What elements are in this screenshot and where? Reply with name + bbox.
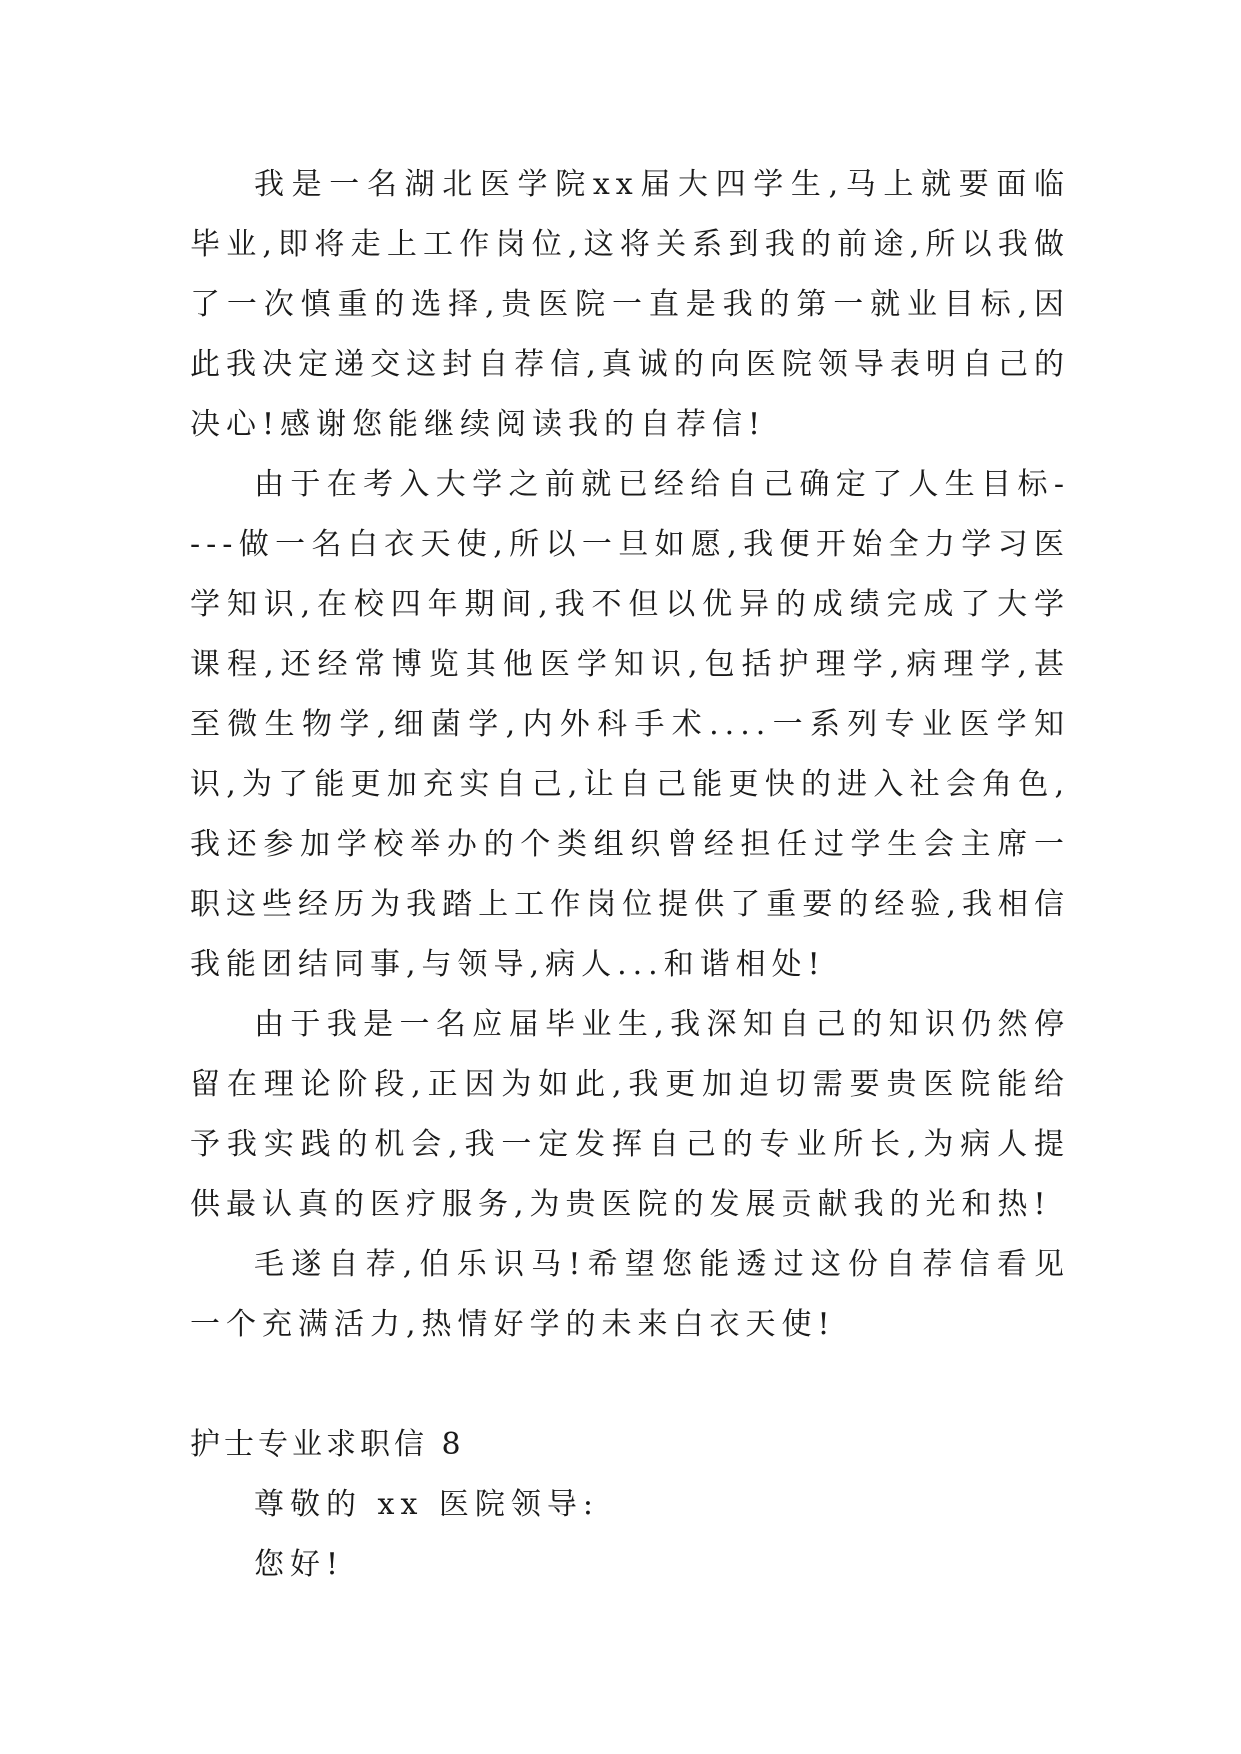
- greeting: 您好!: [254, 1547, 345, 1582]
- document-body: [190, 155, 1070, 1595]
- section-heading: 护士专业求职信 8: [190, 1427, 465, 1462]
- salutation: 尊敬的 xx 医院领导:: [254, 1487, 600, 1522]
- paragraph-study: 由于在考入大学之前就已经给自己确定了人生目标----做一名白衣天使,所以一旦如愿,我便开始全力学习医学知识,在校四年期间,我不但以优异的成绩完成了大学课程,还经常博览其他医学知识,包括护理学,病理学,甚至微生物学,细菌学,内外科手术....一系列专业医学知识,为了能更加充实自己,让自己能更快的进入社会角色,我还参加学校举办的个类组织曾经担任过学生会主席一职这些经历为我踏上工作岗位提供了重要的经验,我相信我能团结同事,与领导,病人...和谐相处!: [190, 467, 1070, 982]
- section-spacer: [190, 1355, 1070, 1415]
- paragraph-closing: 毛遂自荐,伯乐识马!希望您能透过这份自荐信看见一个充满活力,热情好学的未来白衣天使!: [190, 1247, 1070, 1342]
- paragraph-graduate: 由于我是一名应届毕业生,我深知自己的知识仍然停留在理论阶段,正因为如此,我更加迫切需要贵医院能给予我实践的机会,我一定发挥自己的专业所长,为病人提供最认真的医疗服务,为贵医院的发展贡献我的光和热!: [190, 1007, 1070, 1222]
- paragraph-intro: 我是一名湖北医学院xx届大四学生,马上就要面临毕业,即将走上工作岗位,这将关系到我的前途,所以我做了一次慎重的选择,贵医院一直是我的第一就业目标,因此我决定递交这封自荐信,真诚的向医院领导表明自己的决心!感谢您能继续阅读我的自荐信!: [190, 167, 1070, 442]
